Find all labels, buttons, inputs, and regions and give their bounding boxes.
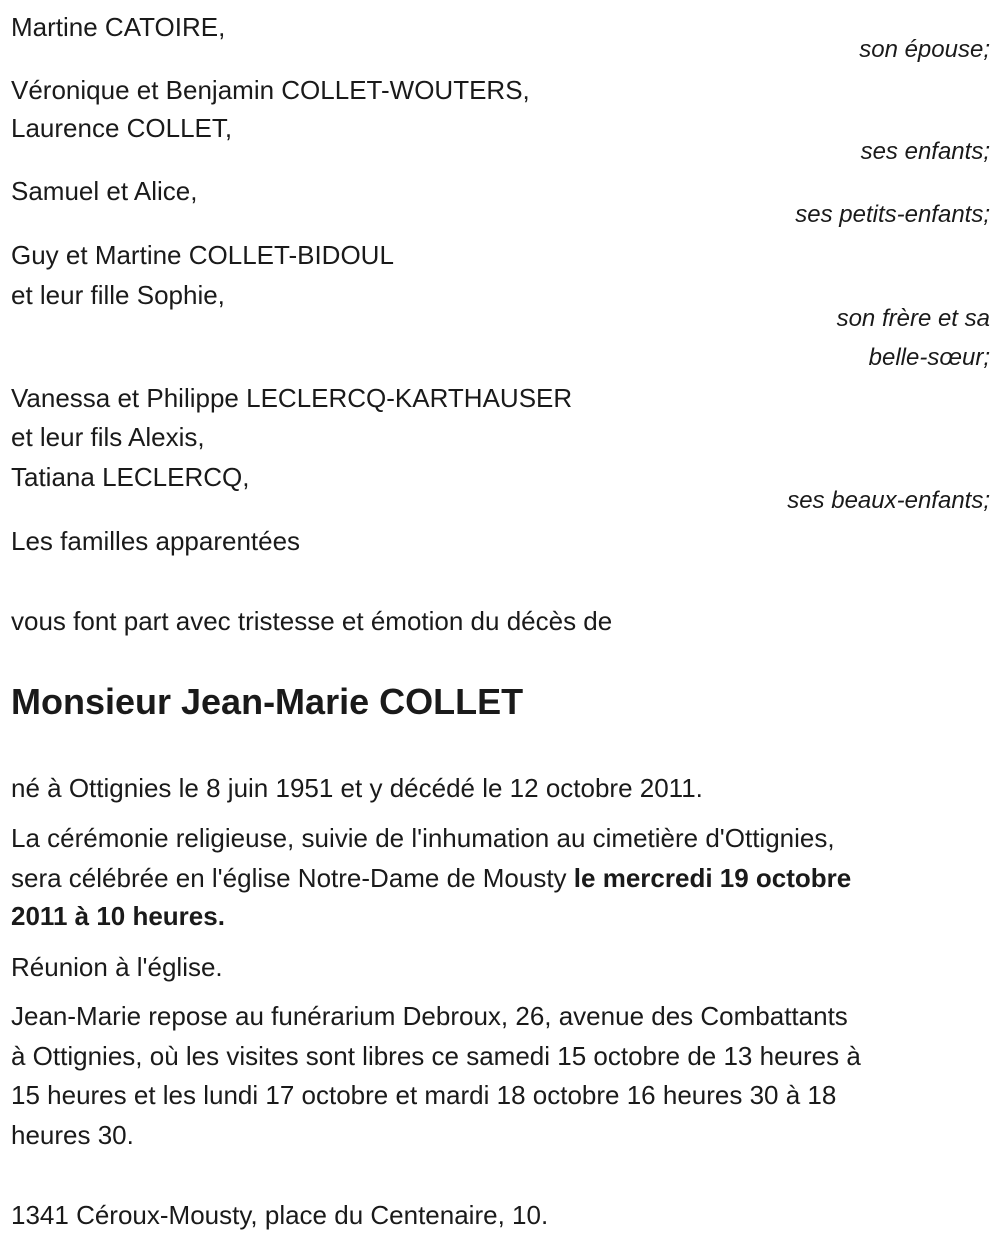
family-name-line: et leur fille Sophie, [11,280,225,310]
ceremony-line: La cérémonie religieuse, suivie de l'inhumation au cimetière d'Ottignies, [11,823,835,853]
family-name-line: Laurence COLLET, [11,113,233,143]
visits-line: Jean-Marie repose au funérarium Debroux, 26, avenue des Combattants [11,1001,848,1031]
ceremony-time [11,900,225,932]
relation-label: son épouse; [859,36,990,63]
family-name-line: et leur fils Alexis, [11,422,205,452]
relation-label: son frère et sa [836,305,990,332]
meeting: Réunion à l'église. [11,952,223,982]
ceremony-place: sera célébrée en l'église Notre-Dame de Mousty [11,863,574,893]
relation-label: ses enfants; [860,138,990,165]
family-name-line: Les familles apparentées [11,526,301,556]
visits-line: heures 30. [11,1120,134,1150]
relation-label: ses beaux-enfants; [787,487,990,514]
birth-death: né à Ottignies le 8 juin 1951 et y décédé le 12 octobre 2011. [11,773,703,803]
relation-label: ses petits-enfants; [795,201,990,228]
family-name-line: Tatiana LECLERCQ, [11,462,250,492]
relation-label: belle-sœur; [868,344,990,371]
ceremony-date: le mercredi 19 octobre [573,863,852,893]
family-name-line: Martine CATOIRE, [11,12,226,42]
family-name-line: Véronique et Benjamin COLLET-WOUTERS, [11,75,530,105]
visits-line: à Ottignies, où les visites sont libres ce samedi 15 octobre de 13 heures à [11,1041,861,1071]
deceased-name: Monsieur Jean-Marie COLLET [11,681,524,722]
visits-line: 15 heures et les lundi 17 octobre et mardi 18 octobre 16 heures 30 à 18 [11,1080,837,1110]
announcement: vous font part avec tristesse et émotion du décès de [11,606,613,636]
ceremony-time-text: 2011 à 10 heures. [11,901,225,931]
family-name-line: Samuel et Alice, [11,176,198,206]
ceremony-line [11,862,851,894]
family-name-line: Vanessa et Philippe LECLERCQ-KARTHAUSER [11,383,573,413]
family-name-line: Guy et Martine COLLET-BIDOUL [11,240,394,270]
address: 1341 Céroux-Mousty, place du Centenaire, 10. [11,1200,549,1230]
